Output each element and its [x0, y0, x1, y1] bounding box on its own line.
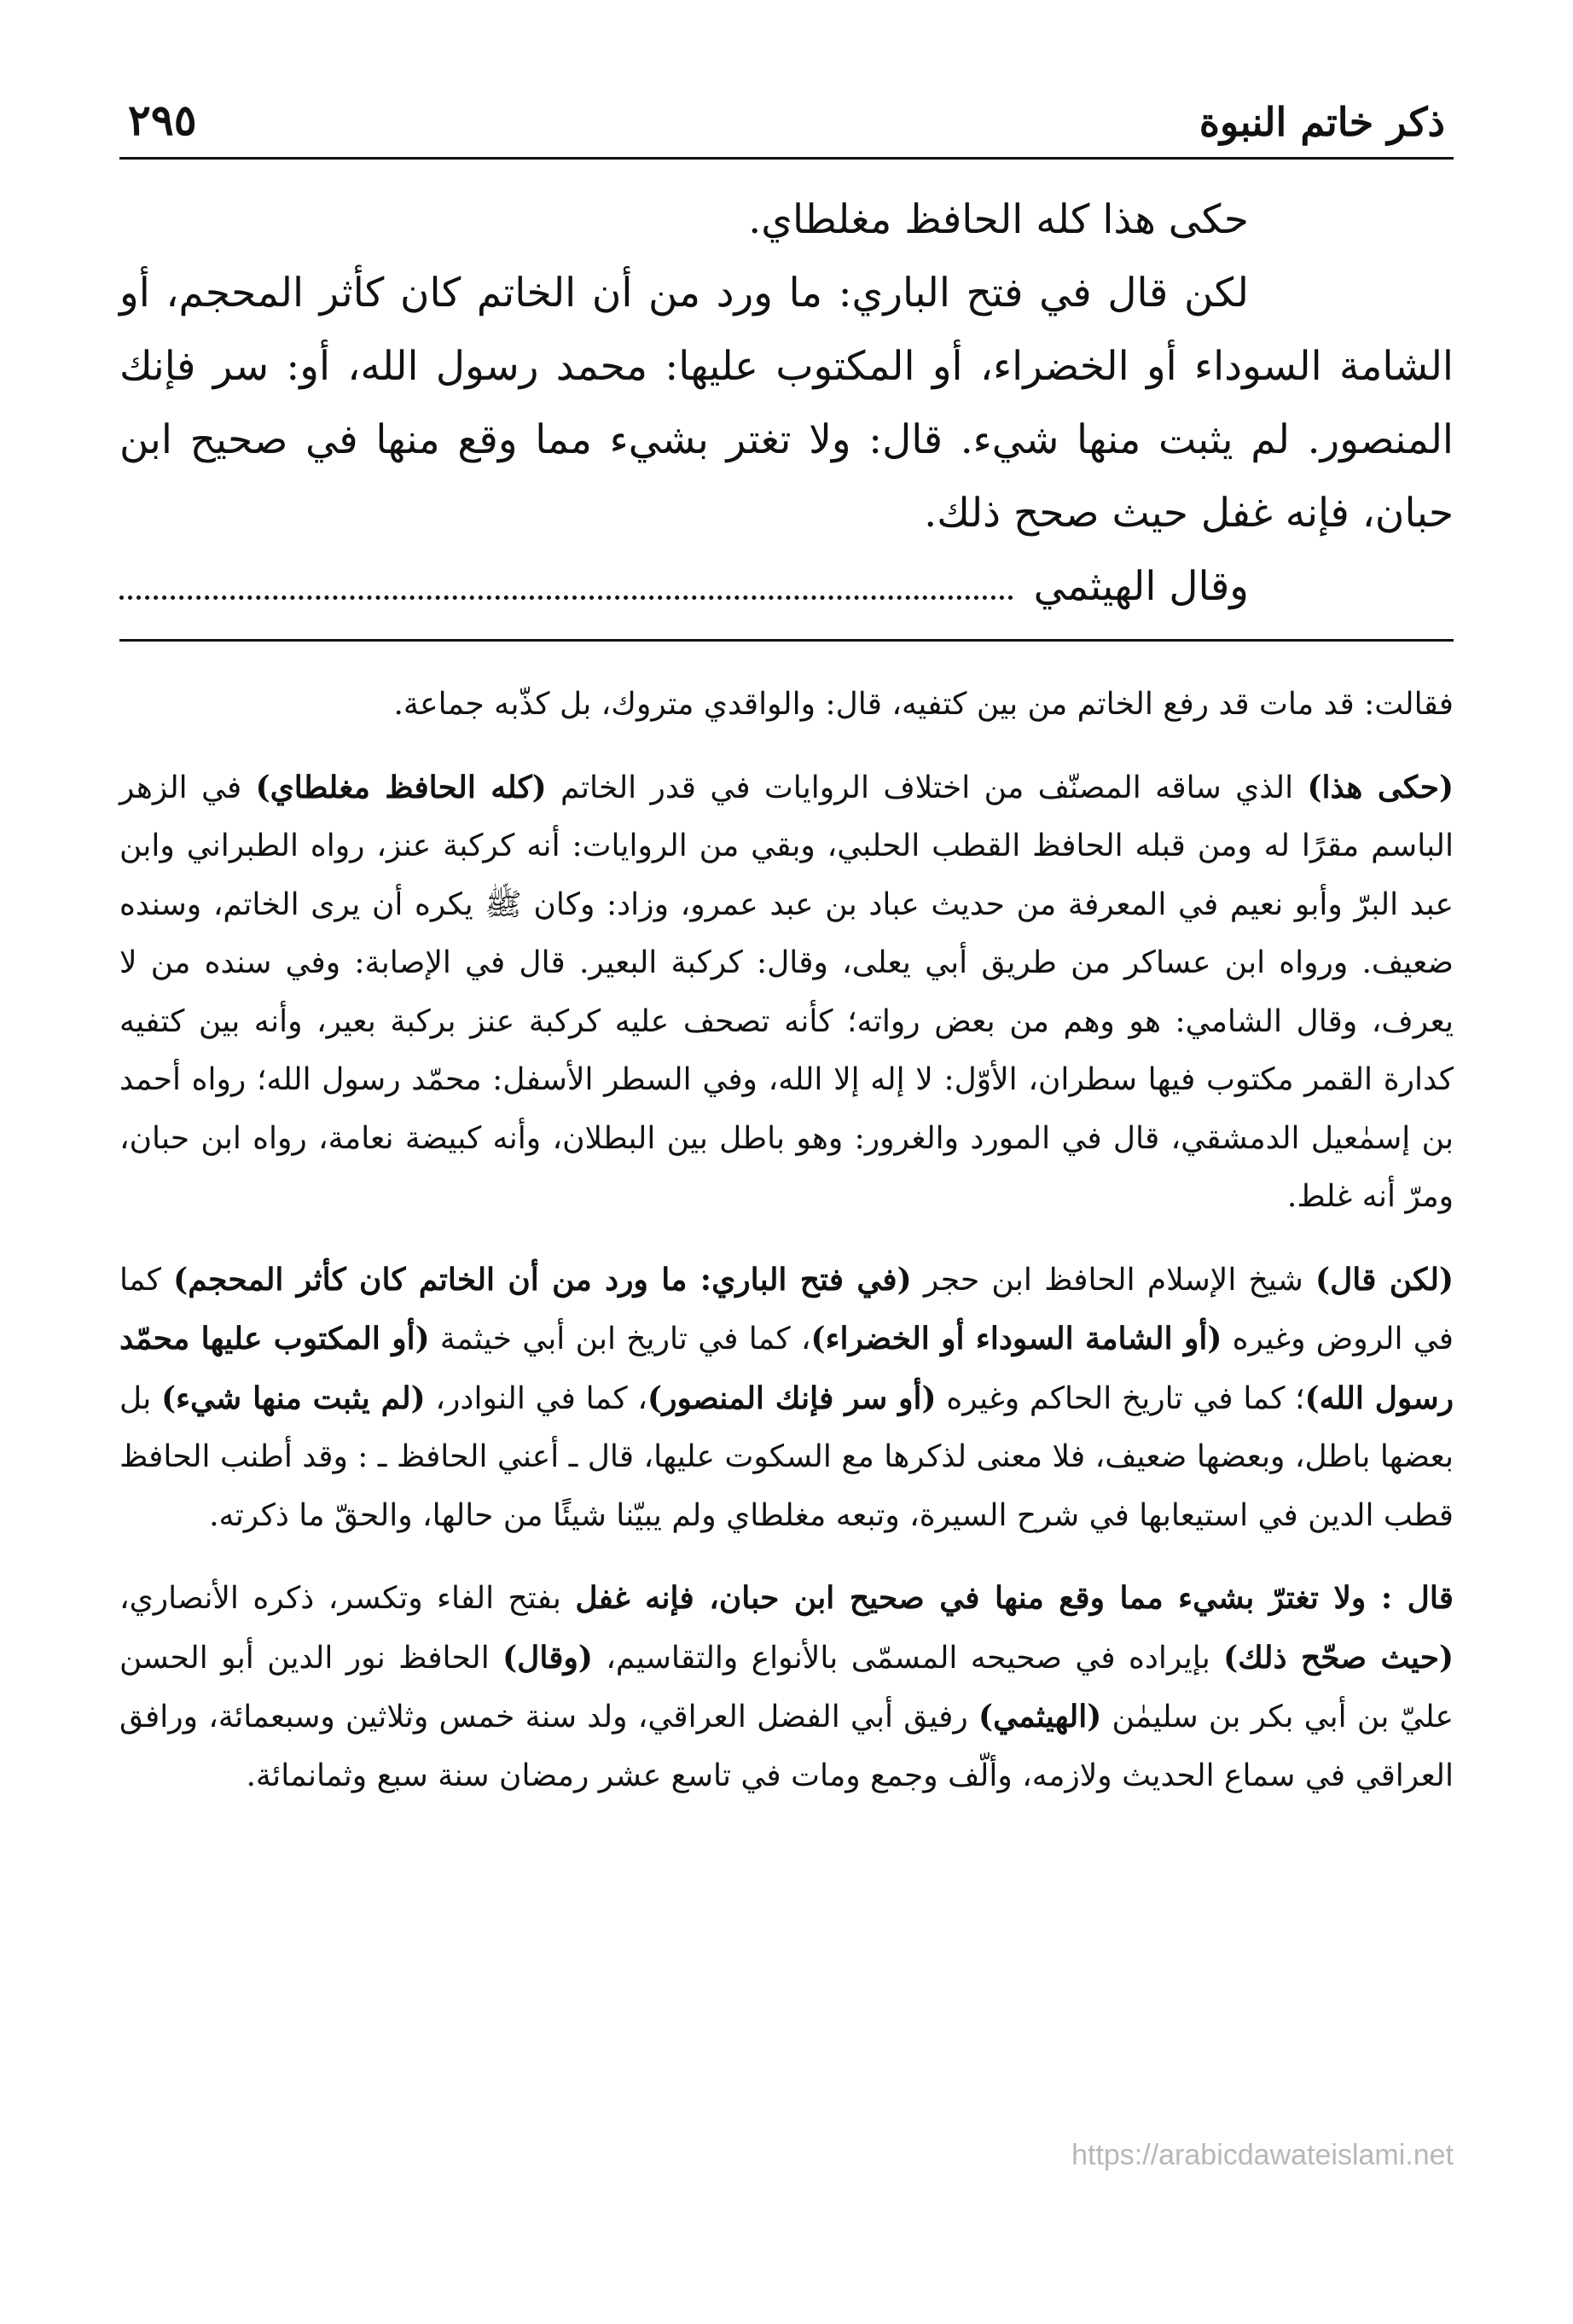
- commentary-text: بفتح الفاء وتكسر، ذكره الأنصاري،: [119, 1581, 576, 1616]
- quoted-phrase: (حيث صحّح ذلك): [1223, 1639, 1454, 1676]
- quoted-phrase: (أو سر فإنك المنصور): [647, 1380, 937, 1416]
- commentary-text: ؛ كما في تاريخ الحاكم وغيره: [936, 1380, 1305, 1416]
- matn-line: حكى هذا كله الحافظ مغلطاي.: [748, 196, 1249, 243]
- ellipsis-dots: [119, 596, 1013, 600]
- quoted-phrase: (أو الشامة السوداء أو الخضراء): [810, 1321, 1222, 1357]
- quoted-phrase: (لكن قال): [1315, 1261, 1454, 1298]
- quoted-phrase: (لم يثبت منها شيء): [161, 1380, 426, 1416]
- commentary: [119, 676, 1454, 1805]
- commentary-text: كما في الروض وغيره: [119, 1262, 1454, 1357]
- commentary-text: بإيراده في صحيحه المسمّى بالأنواع والتقاسيم،: [592, 1640, 1224, 1676]
- commentary-paragraph: فقالت: قد مات قد رفع الخاتم من بين كتفيه، قال: والواقدي متروك، بل كذّبه جماعة.: [393, 687, 1454, 722]
- commentary-text: الذي ساقه المصنّف من اختلاف الروايات في قدر الخاتم: [546, 770, 1308, 805]
- quoted-phrase: (وقال): [502, 1639, 593, 1676]
- separator-rule: [119, 639, 1454, 642]
- commentary-text: في الزهر الباسم مقرًا له ومن قبله الحافظ القطب الحلبي، وبقي من الروايات: أنه كركبة عنز، رواه الطبراني وابن عبد البرّ وأبو نعيم في المعرفة من حديث عباد بن عبد عمرو، وزاد: وكان ﷺ يكره أن يرى الخاتم، وسنده ضعيف. ورواه ابن عساكر من طريق أبي يعلى، وقال: كركبة البعير. قال في الإصابة: وفي سنده من لا يعرف، وقال الشامي: هو وهم من بعض رواته؛ كأنه تصحف عليه كركبة عنز بركبة بعير، وأنه بين كتفيه كدارة القمر مكتوب فيها سطران، الأوّل: لا إله إلا الله، وفي السطر الأسفل: محمّد رسول الله؛ رواه أحمد بن إسمٰعيل الدمشقي، قال في المورد والغرور: وهو باطل بين البطلان، وأنه كبيضة نعامة، رواه ابن حبان، ومرّ أنه غلط.: [119, 770, 1454, 1214]
- commentary-text: شيخ الإسلام الحافظ ابن حجر: [911, 1262, 1316, 1298]
- running-title: ذكر خاتم النبوة: [1199, 99, 1445, 145]
- website-watermark: https://arabicdawateislami.net: [1071, 2139, 1454, 2171]
- quoted-phrase: قال : ولا تغترّ بشيء مما وقع منها في صحيح ابن حبان، فإنه غفل: [575, 1580, 1454, 1616]
- quoted-phrase: (حكى هذا): [1307, 769, 1454, 805]
- commentary-paragraph: [119, 1569, 1454, 1805]
- commentary-text: بل بعضها باطل، وبعضها ضعيف، فلا معنى لذكرها مع السكوت عليها، قال ـ أعني الحافظ ـ : وقد أطنب الحافظ قطب الدين في استيعابها في شرح السيرة، وتبعه مغلطاي ولم يبيّنا شيئًا من حالها، والحقّ ما ذكرته.: [119, 1380, 1454, 1533]
- page-number: ٢٩٥: [128, 95, 197, 145]
- matn-paragraph: لكن قال في فتح الباري: ما ورد من أن الخاتم كان كأثر المحجم، أو الشامة السوداء أو الخضراء، أو المكتوب عليها: محمد رسول الله، أو: سر فإنك المنصور. لم يثبت منها شيء. قال: ولا تغتر بشيء مما وقع منها في صحيح ابن حبان، فإنه غفل حيث صحح ذلك.: [119, 270, 1454, 537]
- commentary-text: رفيق أبي الفضل العراقي، ولد سنة خمس وثلاثين وسبعمائة، ورافق العراقي في سماع الحديث ولازمه، وألّف وجمع ومات في تاسع عشر رمضان سنة سبع وثمانمائة.: [119, 1699, 1454, 1793]
- quoted-phrase: (أو المكتوب عليها محمّد رسول الله): [119, 1321, 1454, 1416]
- main-text: [119, 183, 1454, 624]
- quoted-phrase: (في فتح الباري: ما ورد من أن الخاتم كان كأثر المحجم): [173, 1261, 912, 1298]
- commentary-text: ، كما في النوادر،: [425, 1380, 648, 1416]
- matn-continuation-line: [119, 550, 1454, 624]
- commentary-paragraph: [119, 1251, 1454, 1546]
- commentary-text: ، كما في تاريخ ابن أبي خيثمة: [429, 1322, 811, 1357]
- commentary-paragraph: [119, 758, 1454, 1227]
- quoted-phrase: (الهيثمي): [978, 1699, 1102, 1734]
- header-rule: [119, 157, 1454, 160]
- quoted-phrase: (كله الحافظ مغلطاي): [255, 769, 547, 805]
- page-header: [119, 77, 1454, 145]
- commentary-text: الحافظ نور الدين أبو الحسن عليّ بن أبي بكر بن سليمٰن: [119, 1640, 1454, 1734]
- matn-line: وقال الهيثمي: [1033, 563, 1249, 610]
